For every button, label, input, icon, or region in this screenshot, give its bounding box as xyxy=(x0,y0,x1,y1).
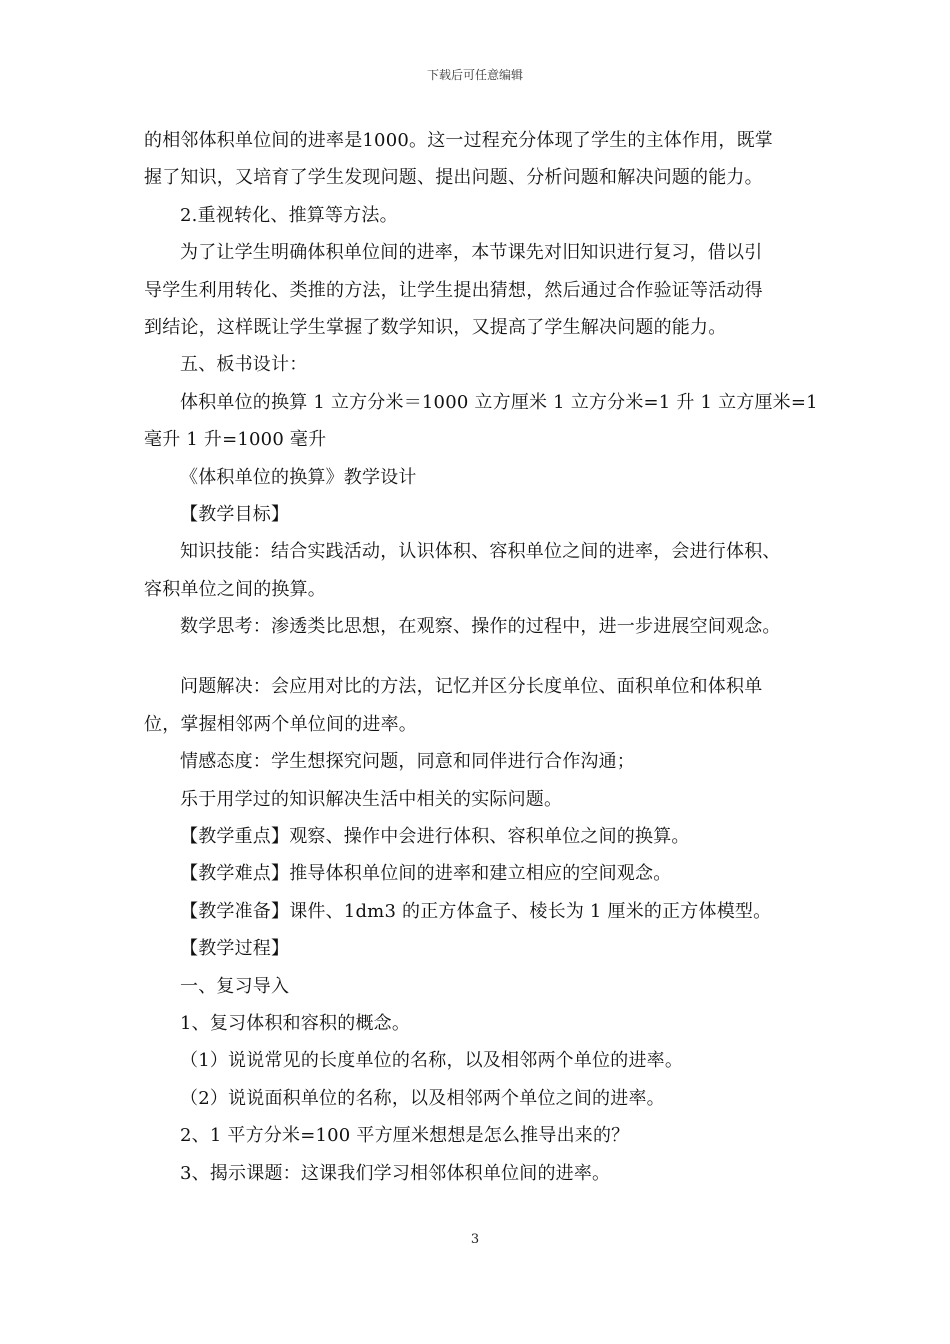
page-header: 下载后可任意编辑 xyxy=(426,68,523,82)
section-heading: 【教学目标】 xyxy=(180,503,290,525)
body-line: 毫升 1 升=1000 毫升 xyxy=(144,429,327,451)
body-line: 情感态度：学生想探究问题，同意和同伴进行合作沟通； xyxy=(180,751,635,773)
paragraph-gap xyxy=(144,645,824,668)
section-heading: 【教学难点】推导体积单位间的进率和建立相应的空间观念。 xyxy=(180,863,672,885)
body-line: 知识技能：结合实践活动，认识体积、容积单位之间的进率，会进行体积、 xyxy=(180,541,781,563)
body-line: 数学思考：渗透类比思想，在观察、操作的过程中，进一步进展空间观念。 xyxy=(180,616,781,638)
design-title: 《体积单位的换算》教学设计 xyxy=(180,466,417,488)
section-heading: 五、板书设计： xyxy=(180,354,308,376)
body-line: 位，掌握相邻两个单位间的进率。 xyxy=(144,713,417,735)
body-line: 1、复习体积和容积的概念。 xyxy=(180,1012,411,1034)
body-line: （2）说说面积单位的名称，以及相邻两个单位之间的进率。 xyxy=(180,1087,665,1109)
body-line: 2、1 平方分米=100 平方厘米想想是怎么推导出来的？ xyxy=(180,1125,630,1147)
document-body xyxy=(144,122,824,1192)
body-line: 为了让学生明确体积单位间的进率，本节课先对旧知识进行复习，借以引 xyxy=(180,242,763,264)
body-line: 导学生利用转化、类推的方法，让学生提出猜想，然后通过合作验证等活动得 xyxy=(144,279,763,301)
section-heading: 【教学过程】 xyxy=(180,938,290,960)
section-heading: 【教学重点】观察、操作中会进行体积、容积单位之间的换算。 xyxy=(180,826,690,848)
body-line: 握了知识，又培育了学生发现问题、提出问题、分析问题和解决问题的能力。 xyxy=(144,167,763,189)
body-line: 乐于用学过的知识解决生活中相关的实际问题。 xyxy=(180,788,563,810)
section-heading: 一、复习导入 xyxy=(180,975,290,997)
body-line: 容积单位之间的换算。 xyxy=(144,578,326,600)
section-heading: 【教学准备】课件、1dm3 的正方体盒子、棱长为 1 厘米的正方体模型。 xyxy=(180,900,772,922)
body-line: 的相邻体积单位间的进率是1000。这一过程充分体现了学生的主体作用，既掌 xyxy=(144,130,774,151)
body-line: 2.重视转化、推算等方法。 xyxy=(180,204,398,226)
body-line: （1）说说常见的长度单位的名称，以及相邻两个单位的进率。 xyxy=(180,1050,684,1072)
body-line: 问题解决：会应用对比的方法，记忆并区分长度单位、面积单位和体积单 xyxy=(180,676,763,698)
body-line: 3、揭示课题：这课我们学习相邻体积单位间的进率。 xyxy=(180,1162,611,1184)
page-number: 3 xyxy=(470,1232,480,1247)
body-line: 体积单位的换算 1 立方分米＝1000 立方厘米 1 立方分米=1 升 1 立方厘米=1 xyxy=(180,391,818,413)
body-line: 到结论，这样既让学生掌握了数学知识，又提高了学生解决问题的能力。 xyxy=(144,316,727,338)
